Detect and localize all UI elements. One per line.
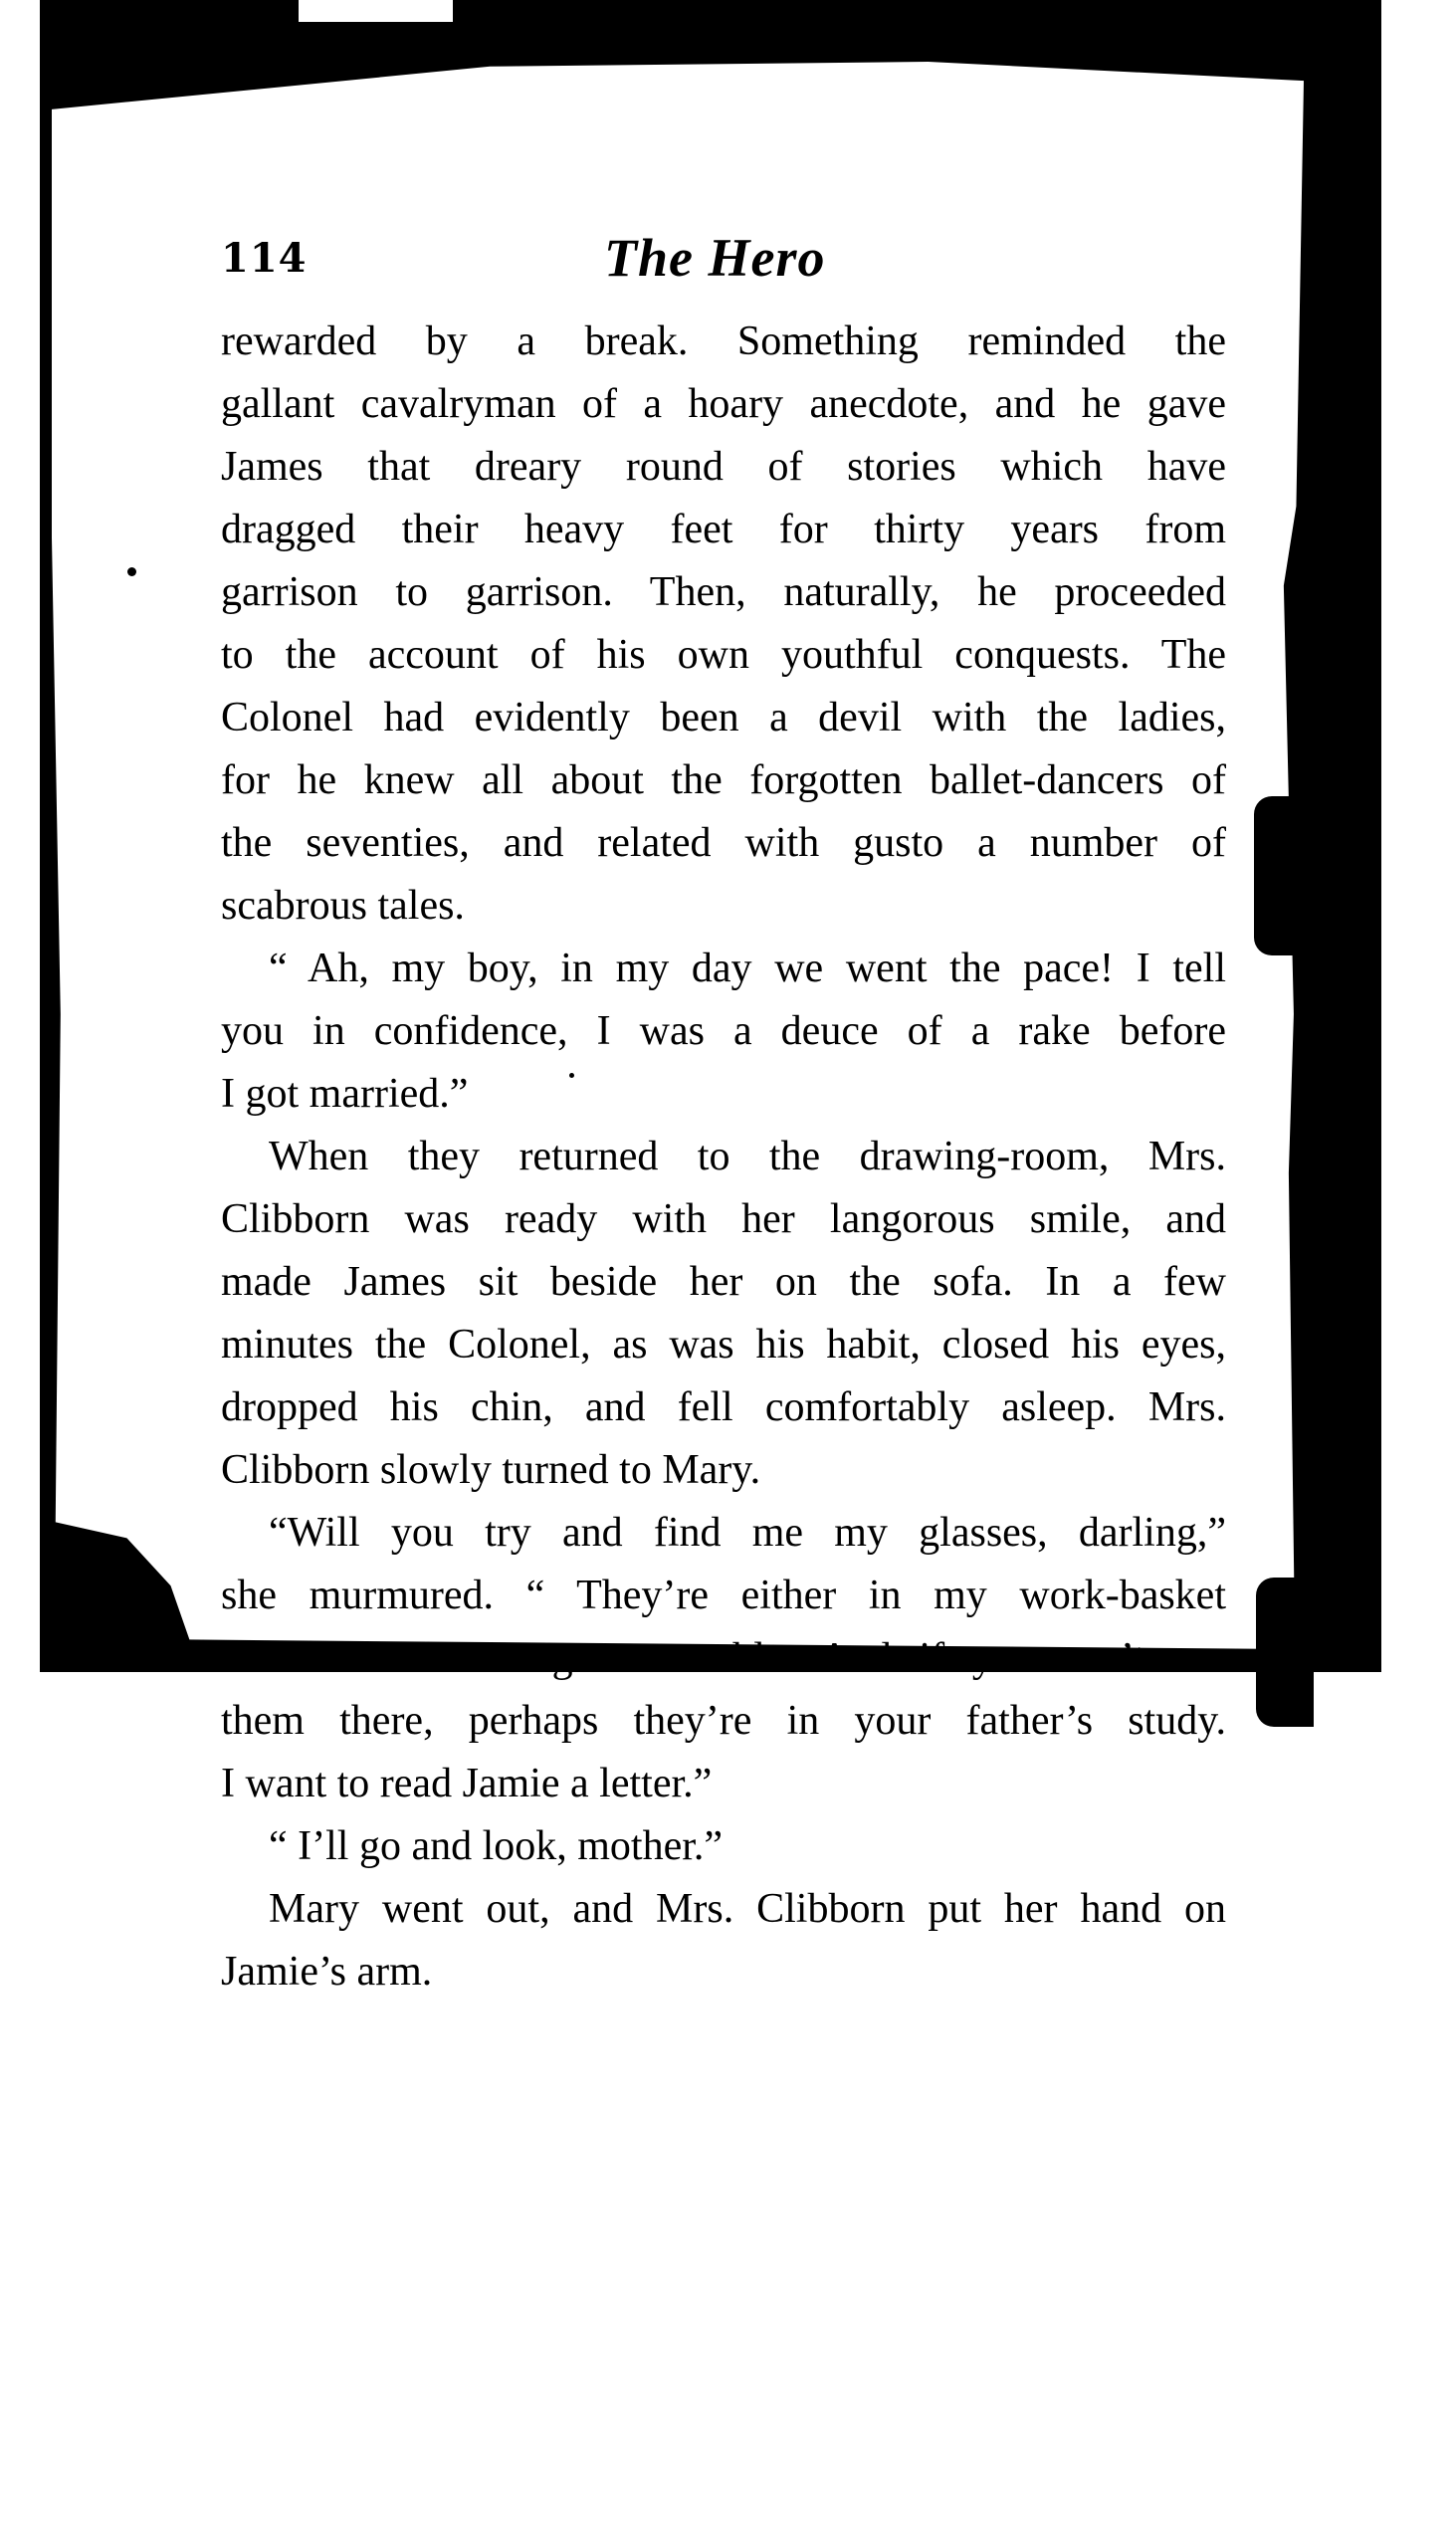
- ink-speck: [127, 567, 136, 576]
- text-line: “Will you try and find me my glasses, darling,”: [269, 1510, 1226, 1556]
- text-line: you in confidence, I was a deuce of a rake before: [221, 1008, 1226, 1054]
- text-line: James that dreary round of stories which have: [221, 444, 1226, 490]
- edge-shadow: [1256, 1578, 1314, 1727]
- text-line: for he knew all about the forgotten ballet-dancers of: [221, 757, 1226, 803]
- text-line: Jamie’s arm.: [221, 1949, 433, 1995]
- text-line: made James sit beside her on the sofa. In a few: [221, 1259, 1226, 1305]
- text-line: dragged their heavy feet for thirty years from: [221, 507, 1226, 552]
- edge-shadow: [1254, 796, 1314, 955]
- text-line: dropped his chin, and fell comfortably asleep. Mrs.: [221, 1384, 1226, 1430]
- text-line: When they returned to the drawing-room, Mrs.: [269, 1134, 1226, 1179]
- text-line: minutes the Colonel, as was his habit, closed his eyes,: [221, 1322, 1226, 1368]
- text-line: I want to read Jamie a letter.”: [221, 1761, 713, 1806]
- text-line: or on the morning-room table. And if you can’t see: [221, 1635, 1226, 1681]
- text-line: she murmured. “ They’re either in my work-basket: [221, 1573, 1226, 1618]
- text-line: “ I’ll go and look, mother.”: [269, 1823, 724, 1869]
- text-line: rewarded by a break. Something reminded the: [221, 318, 1226, 364]
- text-line: gallant cavalryman of a hoary anecdote, and he gave: [221, 381, 1226, 427]
- text-line: garrison to garrison. Then, naturally, he proceeded: [221, 569, 1226, 615]
- scan-border-gap: [299, 0, 453, 22]
- text-line: scabrous tales.: [221, 883, 465, 929]
- text-line: Clibborn was ready with her langorous smile, and: [221, 1196, 1226, 1242]
- running-title: The Hero: [604, 228, 826, 288]
- body-text: [221, 311, 1226, 2003]
- text-line: I got married.”: [221, 1071, 469, 1117]
- text-line: them there, perhaps they’re in your father’s study.: [221, 1698, 1226, 1744]
- text-line: Mary went out, and Mrs. Clibborn put her hand on: [269, 1886, 1226, 1932]
- text-line: Clibborn slowly turned to Mary.: [221, 1447, 761, 1493]
- text-line: “ Ah, my boy, in my day we went the pace! I tell: [269, 946, 1226, 991]
- text-line: Colonel had evidently been a devil with the ladies,: [221, 695, 1226, 740]
- text-line: to the account of his own youthful conquests. The: [221, 632, 1226, 678]
- text-line: the seventies, and related with gusto a number of: [221, 820, 1226, 866]
- page-header: [221, 227, 1226, 299]
- page-number: 114: [221, 235, 308, 282]
